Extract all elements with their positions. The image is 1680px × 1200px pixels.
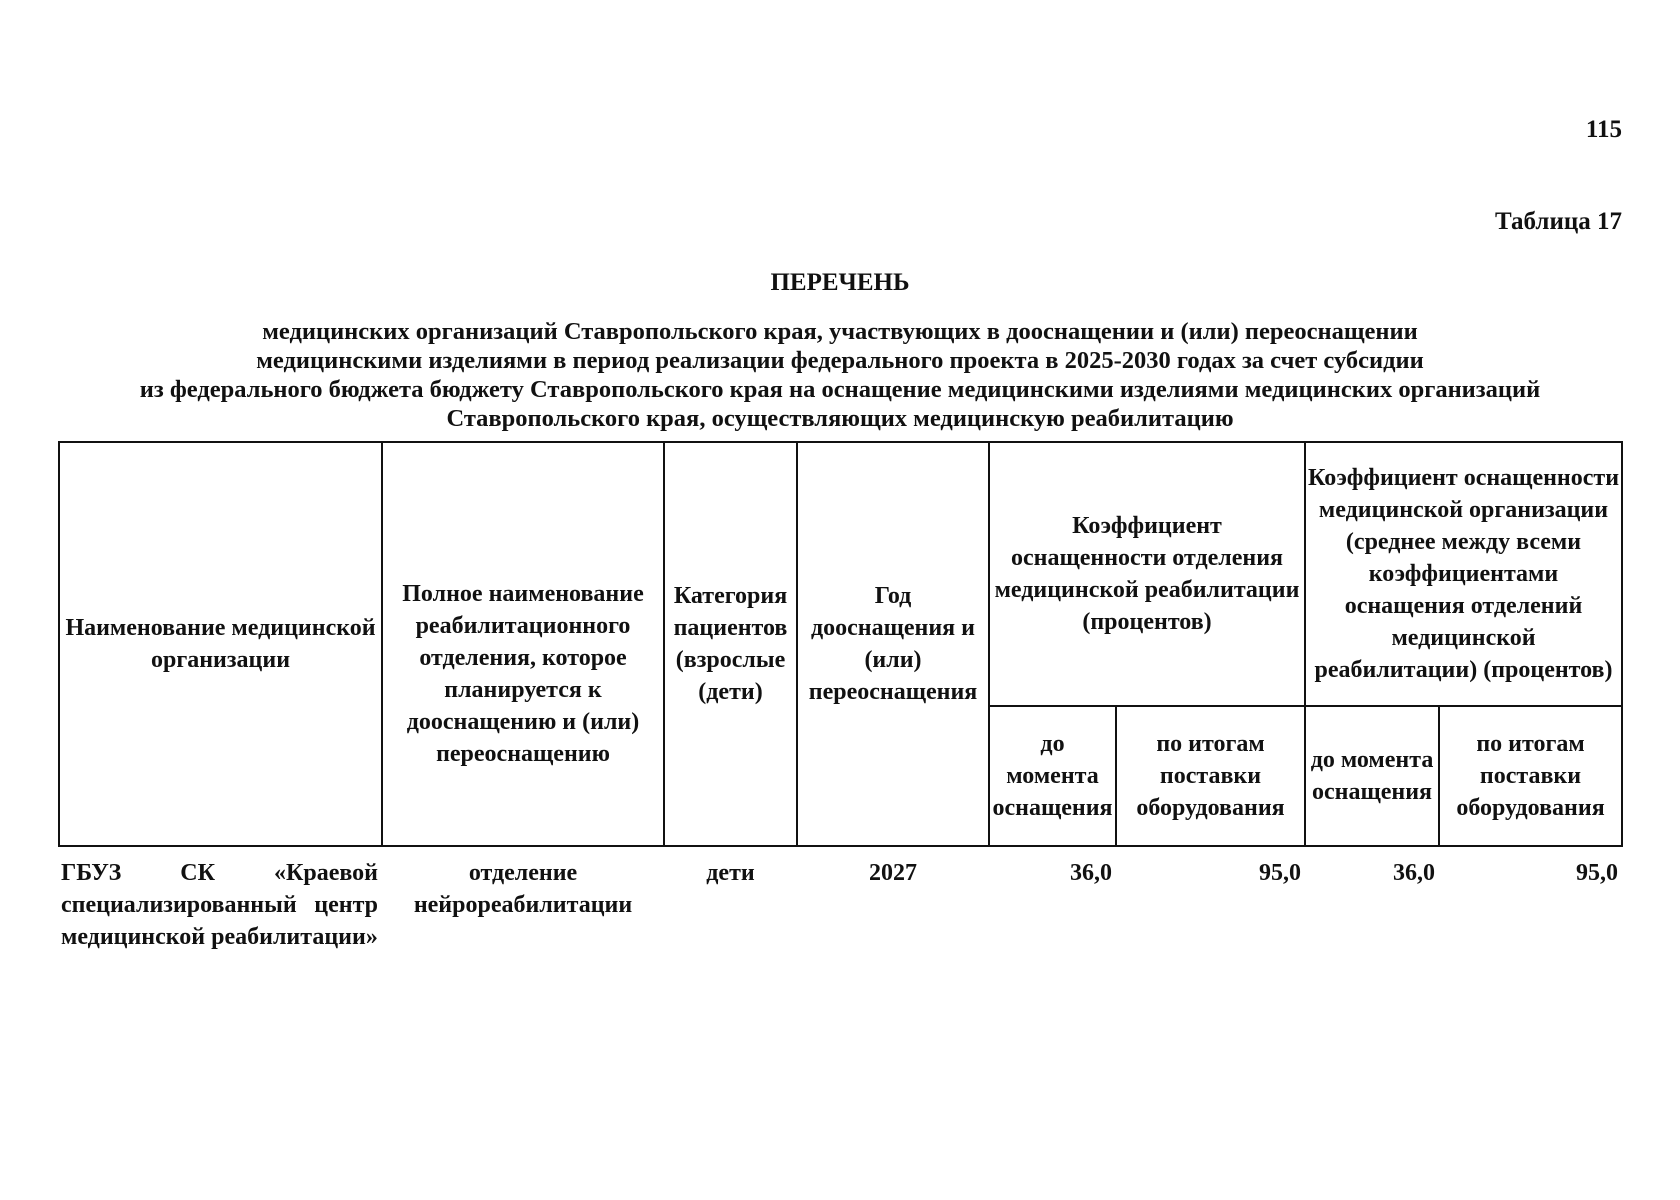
header-patient-category: Категория пациентов (взрослые (дети) xyxy=(664,442,797,846)
cell-coef-dept-before: 36,0 xyxy=(1070,860,1112,886)
header-coef-dept-before: до момента оснащения xyxy=(989,706,1116,846)
header-dept-name: Полное наименование реабилитационного отделения, которое планируется к дооснащению и (или) переоснащению xyxy=(382,442,664,846)
page-number: 115 xyxy=(1585,116,1622,143)
header-coef-dept: Коэффициент оснащенности отделения медицинской реабилитации (процентов) xyxy=(989,442,1305,706)
table-label: Таблица 17 xyxy=(1494,208,1622,235)
header-coef-org-after: по итогам поставки оборудования xyxy=(1439,706,1622,846)
subtitle-line: Ставропольского края, осуществляющих медицинскую реабилитацию xyxy=(446,405,1234,432)
organizations-table xyxy=(58,441,1623,953)
cell-patient-category: дети xyxy=(706,860,755,886)
header-coef-org-before: до момента оснащения xyxy=(1305,706,1439,846)
cell-coef-dept-after: 95,0 xyxy=(1259,860,1301,886)
document-subtitle xyxy=(60,317,1620,433)
header-org-name: Наименование медицинской организации xyxy=(59,442,382,846)
cell-year: 2027 xyxy=(869,860,917,886)
header-coef-dept-after: по итогам поставки оборудования xyxy=(1116,706,1305,846)
cell-coef-org-before: 36,0 xyxy=(1393,860,1435,886)
subtitle-line: медицинских организаций Ставропольского края, участвующих в дооснащении и (или) переоснащении xyxy=(262,318,1418,345)
header-coef-org: Коэффициент оснащенности медицинской организации (среднее между всеми коэффициентами оснащения отделений медицинской реабилитации) (процентов) xyxy=(1305,442,1622,706)
subtitle-line: медицинскими изделиями в период реализации федерального проекта в 2025-2030 годах за счет субсидии xyxy=(256,347,1424,374)
document-title: ПЕРЕЧЕНЬ xyxy=(770,269,910,296)
cell-dept-name: отделение нейрореабилитации xyxy=(413,860,633,918)
cell-org-name: ГБУЗ СК «Краевой специализированный центр медицинской реабилитации» xyxy=(61,860,378,950)
subtitle-line: из федерального бюджета бюджету Ставропольского края на оснащение медицинскими изделиями медицинских организаций xyxy=(139,376,1541,403)
header-year: Год дооснащения и (или) переоснащения xyxy=(797,442,989,846)
table-row xyxy=(59,846,1622,953)
cell-coef-org-after: 95,0 xyxy=(1576,860,1619,886)
